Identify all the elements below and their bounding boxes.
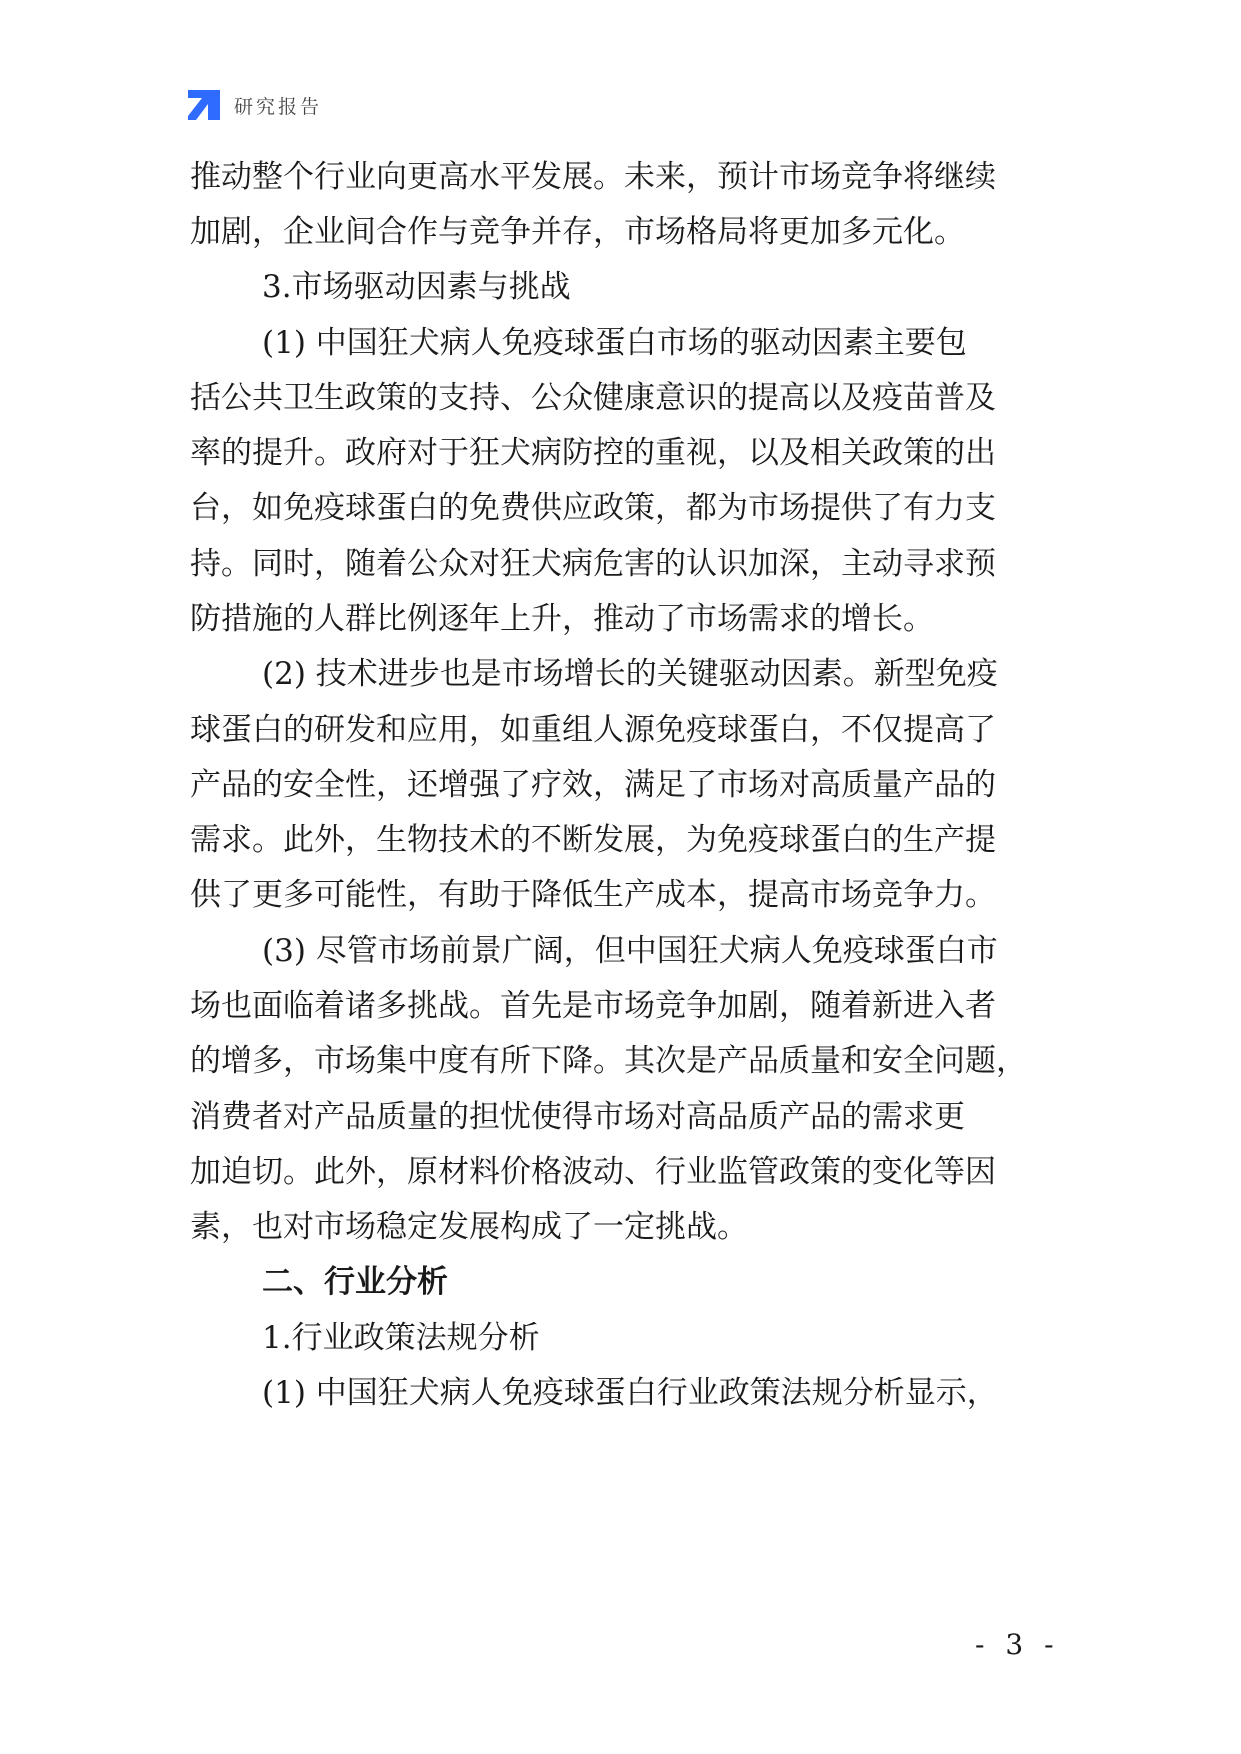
text-line: (1) 中国狂犬病人免疫球蛋白市场的驱动因素主要包 — [262, 325, 967, 361]
report-header — [188, 88, 322, 122]
chapter-heading: 二、行业分析 — [262, 1264, 448, 1300]
text-line: 球蛋白的研发和应用，如重组人源免疫球蛋白，不仅提高了 — [190, 712, 996, 748]
text-line: 的增多，市场集中度有所下降。其次是产品质量和安全问题， — [190, 1043, 1027, 1079]
text-line: 素，也对市场稳定发展构成了一定挑战。 — [190, 1209, 748, 1245]
text-line: (1) 中国狂犬病人免疫球蛋白行业政策法规分析显示， — [262, 1375, 998, 1411]
text-line: 率的提升。政府对于狂犬病防控的重视，以及相关政策的出 — [190, 435, 996, 471]
arrow-up-right-icon — [188, 90, 220, 120]
page-number: - 3 - — [975, 1628, 1060, 1661]
text-line: 括公共卫生政策的支持、公众健康意识的提高以及疫苗普及 — [190, 380, 996, 416]
text-line: 持。同时，随着公众对狂犬病危害的认识加深，主动寻求预 — [190, 546, 996, 582]
text-line: (3) 尽管市场前景广阔，但中国狂犬病人免疫球蛋白市 — [262, 933, 998, 969]
text-line: 消费者对产品质量的担忧使得市场对高品质产品的需求更 — [190, 1099, 965, 1135]
text-line: 防措施的人群比例逐年上升，推动了市场需求的增长。 — [190, 601, 934, 637]
header-label: 研究报告 — [234, 95, 323, 118]
text-line: 加剧，企业间合作与竞争并存，市场格局将更加多元化。 — [190, 214, 965, 250]
text-line: 场也面临着诸多挑战。首先是市场竞争加剧，随着新进入者 — [190, 988, 996, 1024]
section-heading: 3.市场驱动因素与挑战 — [262, 269, 571, 305]
text-line: 加迫切。此外，原材料价格波动、行业监管政策的变化等因 — [190, 1154, 996, 1190]
text-line: 需求。此外，生物技术的不断发展，为免疫球蛋白的生产提 — [190, 822, 996, 858]
text-line: 推动整个行业向更高水平发展。未来，预计市场竞争将继续 — [190, 159, 996, 195]
section-heading: 1.行业政策法规分析 — [262, 1320, 540, 1356]
text-line: 台，如免疫球蛋白的免费供应政策，都为市场提供了有力支 — [190, 490, 996, 526]
text-line: 供了更多可能性，有助于降低生产成本，提高市场竞争力。 — [190, 877, 996, 913]
text-line: (2) 技术进步也是市场增长的关键驱动因素。新型免疫 — [262, 656, 998, 692]
text-line: 产品的安全性，还增强了疗效，满足了市场对高质量产品的 — [190, 767, 996, 803]
